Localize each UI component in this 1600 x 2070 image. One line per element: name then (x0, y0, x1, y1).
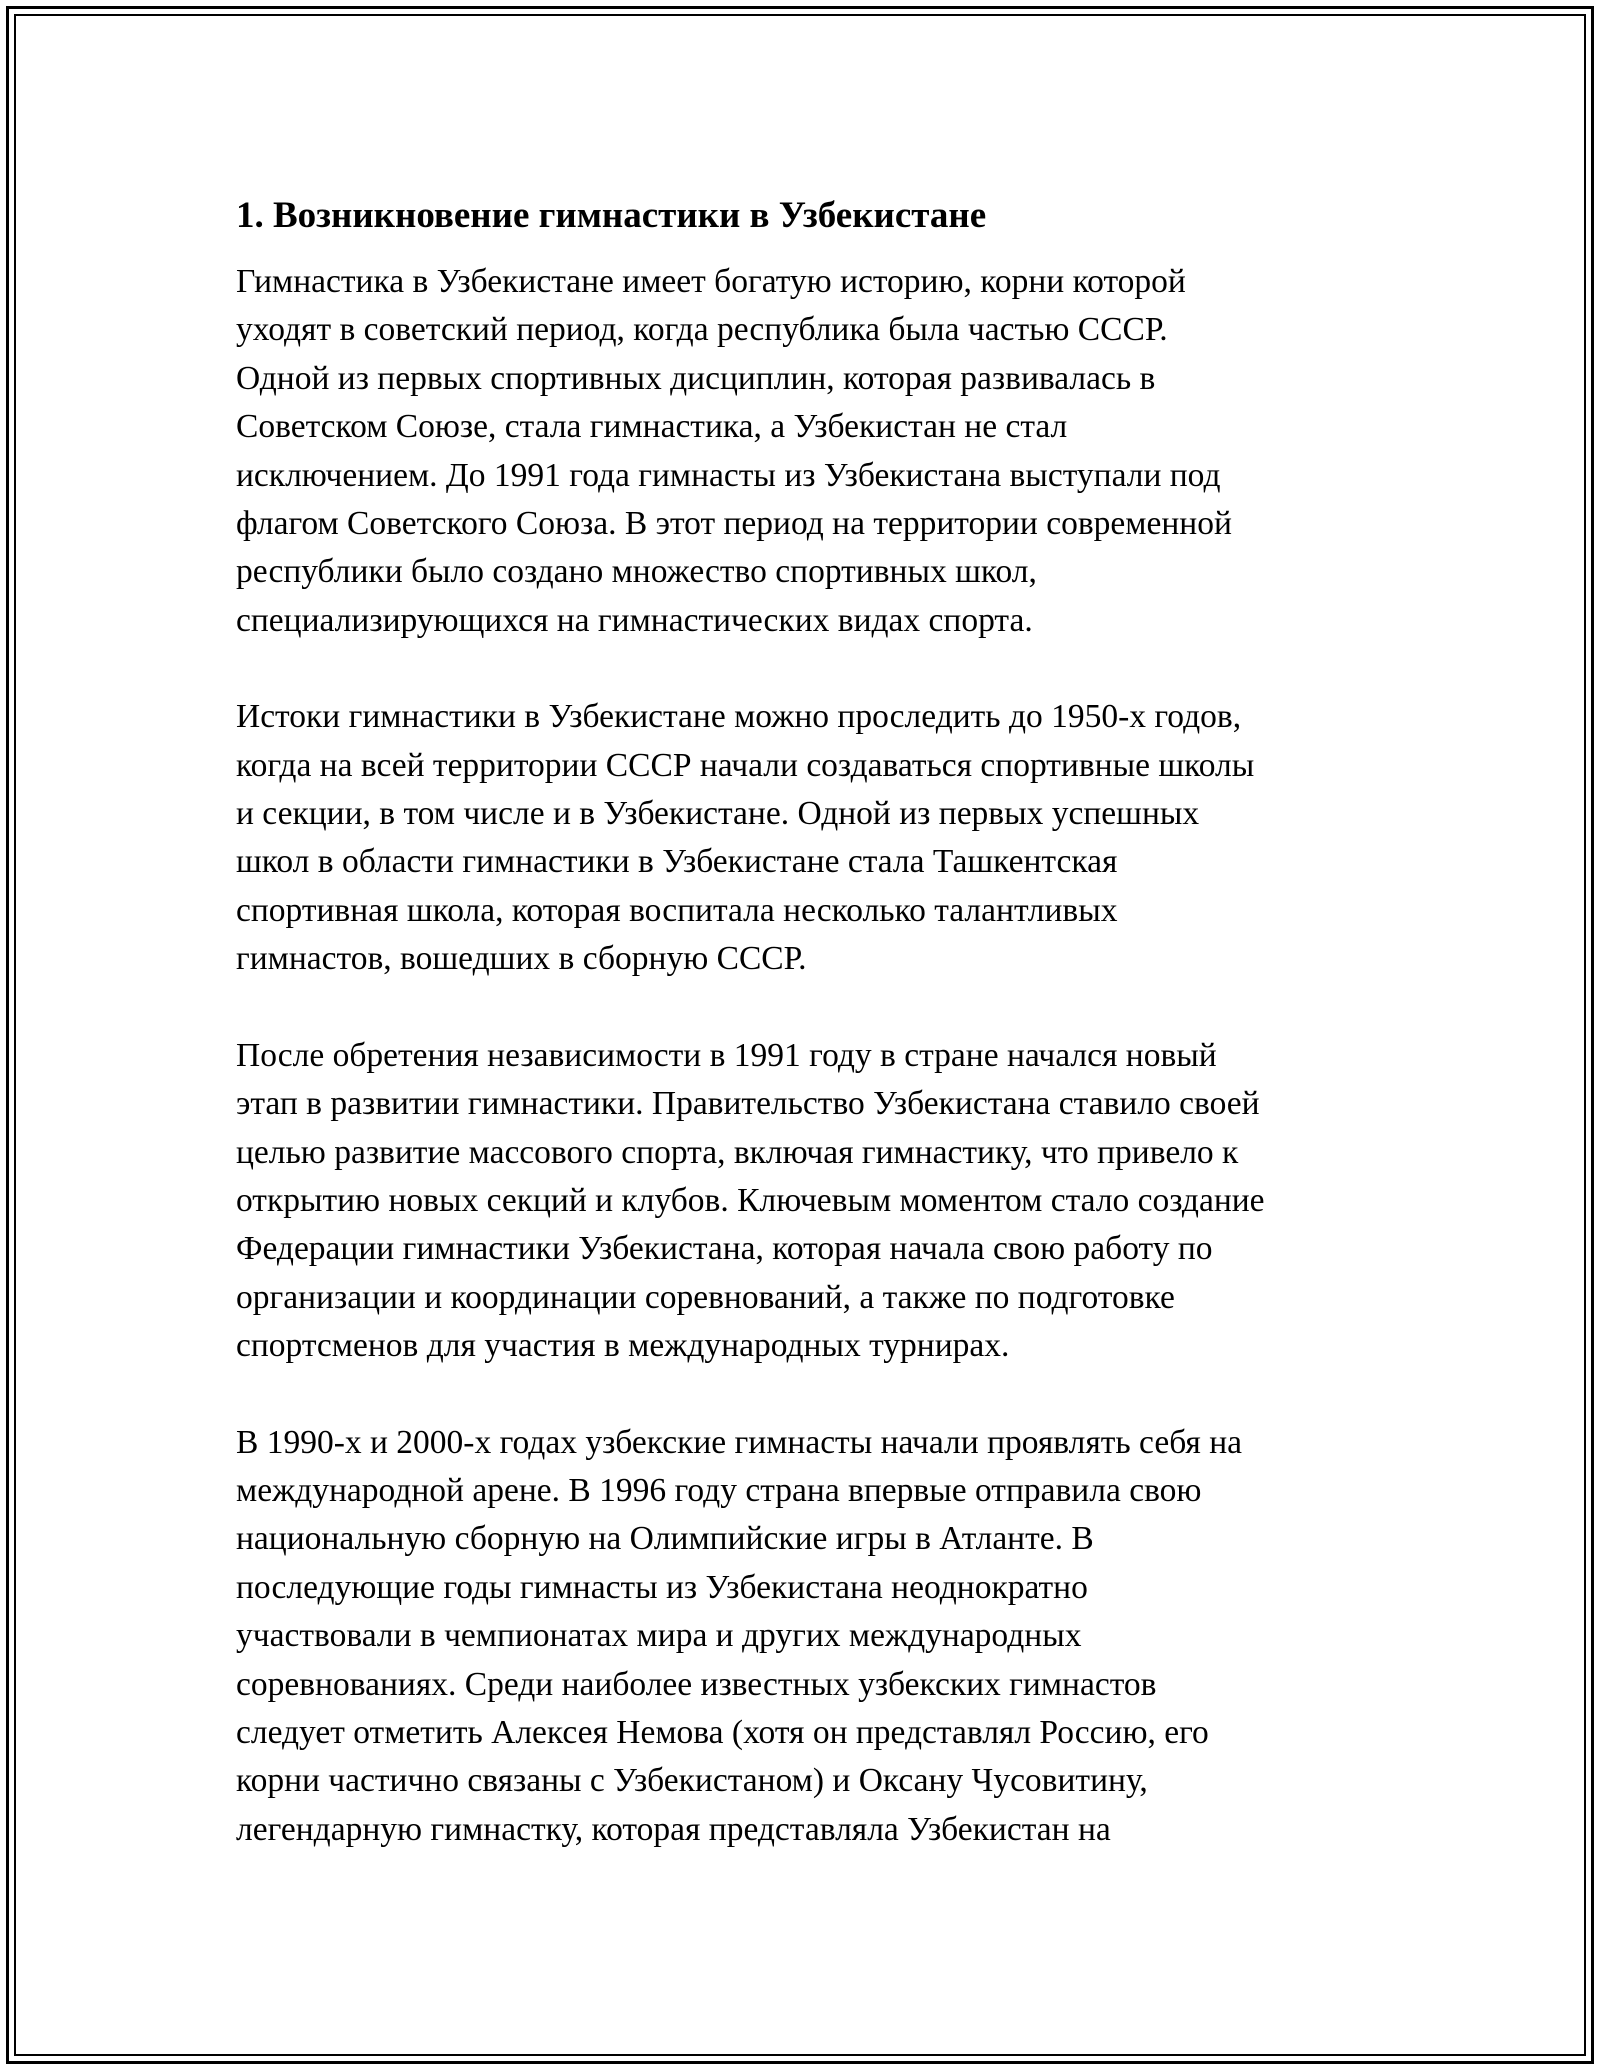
document-page (236, 186, 1386, 1902)
text-line: гимнастов, вошедших в сборную СССР. (236, 940, 807, 978)
paragraph-2 (236, 693, 1386, 983)
text-line: организации и координации соревнований, а также по подготовке (236, 1278, 1175, 1316)
section-heading: 1. Возникновение гимнастики в Узбекистане (236, 195, 987, 236)
text-line: Одной из первых спортивных дисциплин, которая развивалась в (236, 359, 1156, 397)
text-line: следует отметить Алексея Немова (хотя он представлял Россию, его (236, 1713, 1209, 1751)
paragraph-3 (236, 1032, 1386, 1371)
text-line: целью развитие массового спорта, включая гимнастику, что привело к (236, 1133, 1239, 1171)
text-line: Истоки гимнастики в Узбекистане можно проследить до 1950-х годов, (236, 698, 1242, 736)
text-line: этап в развитии гимнастики. Правительство Узбекистана ставило своей (236, 1085, 1260, 1123)
text-line: флагом Советского Союза. В этот период на территории современной (236, 505, 1232, 543)
text-line: Федерации гимнастики Узбекистана, которая начала свою работу по (236, 1230, 1213, 1268)
text-line: спортсменов для участия в международных турнирах. (236, 1327, 1010, 1365)
text-line: когда на всей территории СССР начали создаваться спортивные школы (236, 746, 1255, 784)
text-line: национальную сборную на Олимпийские игры в Атланте. В (236, 1520, 1094, 1558)
text-line: международной арене. В 1996 году страна впервые отправила свою (236, 1471, 1202, 1509)
text-line: спортивная школа, которая воспитала несколько талантливых (236, 891, 1118, 929)
text-line: Советском Союзе, стала гимнастика, а Узбекистан не стал (236, 408, 1068, 446)
text-line: открытию новых секций и клубов. Ключевым моментом стало создание (236, 1181, 1265, 1219)
paragraph-4 (236, 1419, 1386, 1855)
text-line: В 1990-х и 2000-х годах узбекские гимнасты начали проявлять себя на (236, 1423, 1242, 1461)
text-line: уходят в советский период, когда республика была частью СССР. (236, 311, 1168, 349)
text-line: корни частично связаны с Узбекистаном) и Оксану Чусовитину, (236, 1762, 1148, 1800)
text-line: После обретения независимости в 1991 году в стране начался новый (236, 1036, 1217, 1074)
text-line: участвовали в чемпионатах мира и других международных (236, 1617, 1082, 1655)
text-line: школ в области гимнастики в Узбекистане стала Ташкентская (236, 843, 1118, 881)
text-line: Гимнастика в Узбекистане имеет богатую историю, корни которой (236, 263, 1186, 300)
text-line: легендарную гимнастку, которая представляла Узбекистан на (236, 1810, 1111, 1848)
paragraph-1 (236, 258, 1386, 645)
text-line: специализирующихся на гимнастических видах спорта. (236, 601, 1033, 639)
text-line: республики было создано множество спортивных школ, (236, 553, 1037, 591)
text-line: исключением. До 1991 года гимнасты из Узбекистана выступали под (236, 456, 1221, 494)
text-line: последующие годы гимнасты из Узбекистана неоднократно (236, 1568, 1088, 1606)
text-line: соревнованиях. Среди наиболее известных узбекских гимнастов (236, 1665, 1157, 1703)
text-line: и секции, в том числе и в Узбекистане. Одной из первых успешных (236, 795, 1200, 833)
